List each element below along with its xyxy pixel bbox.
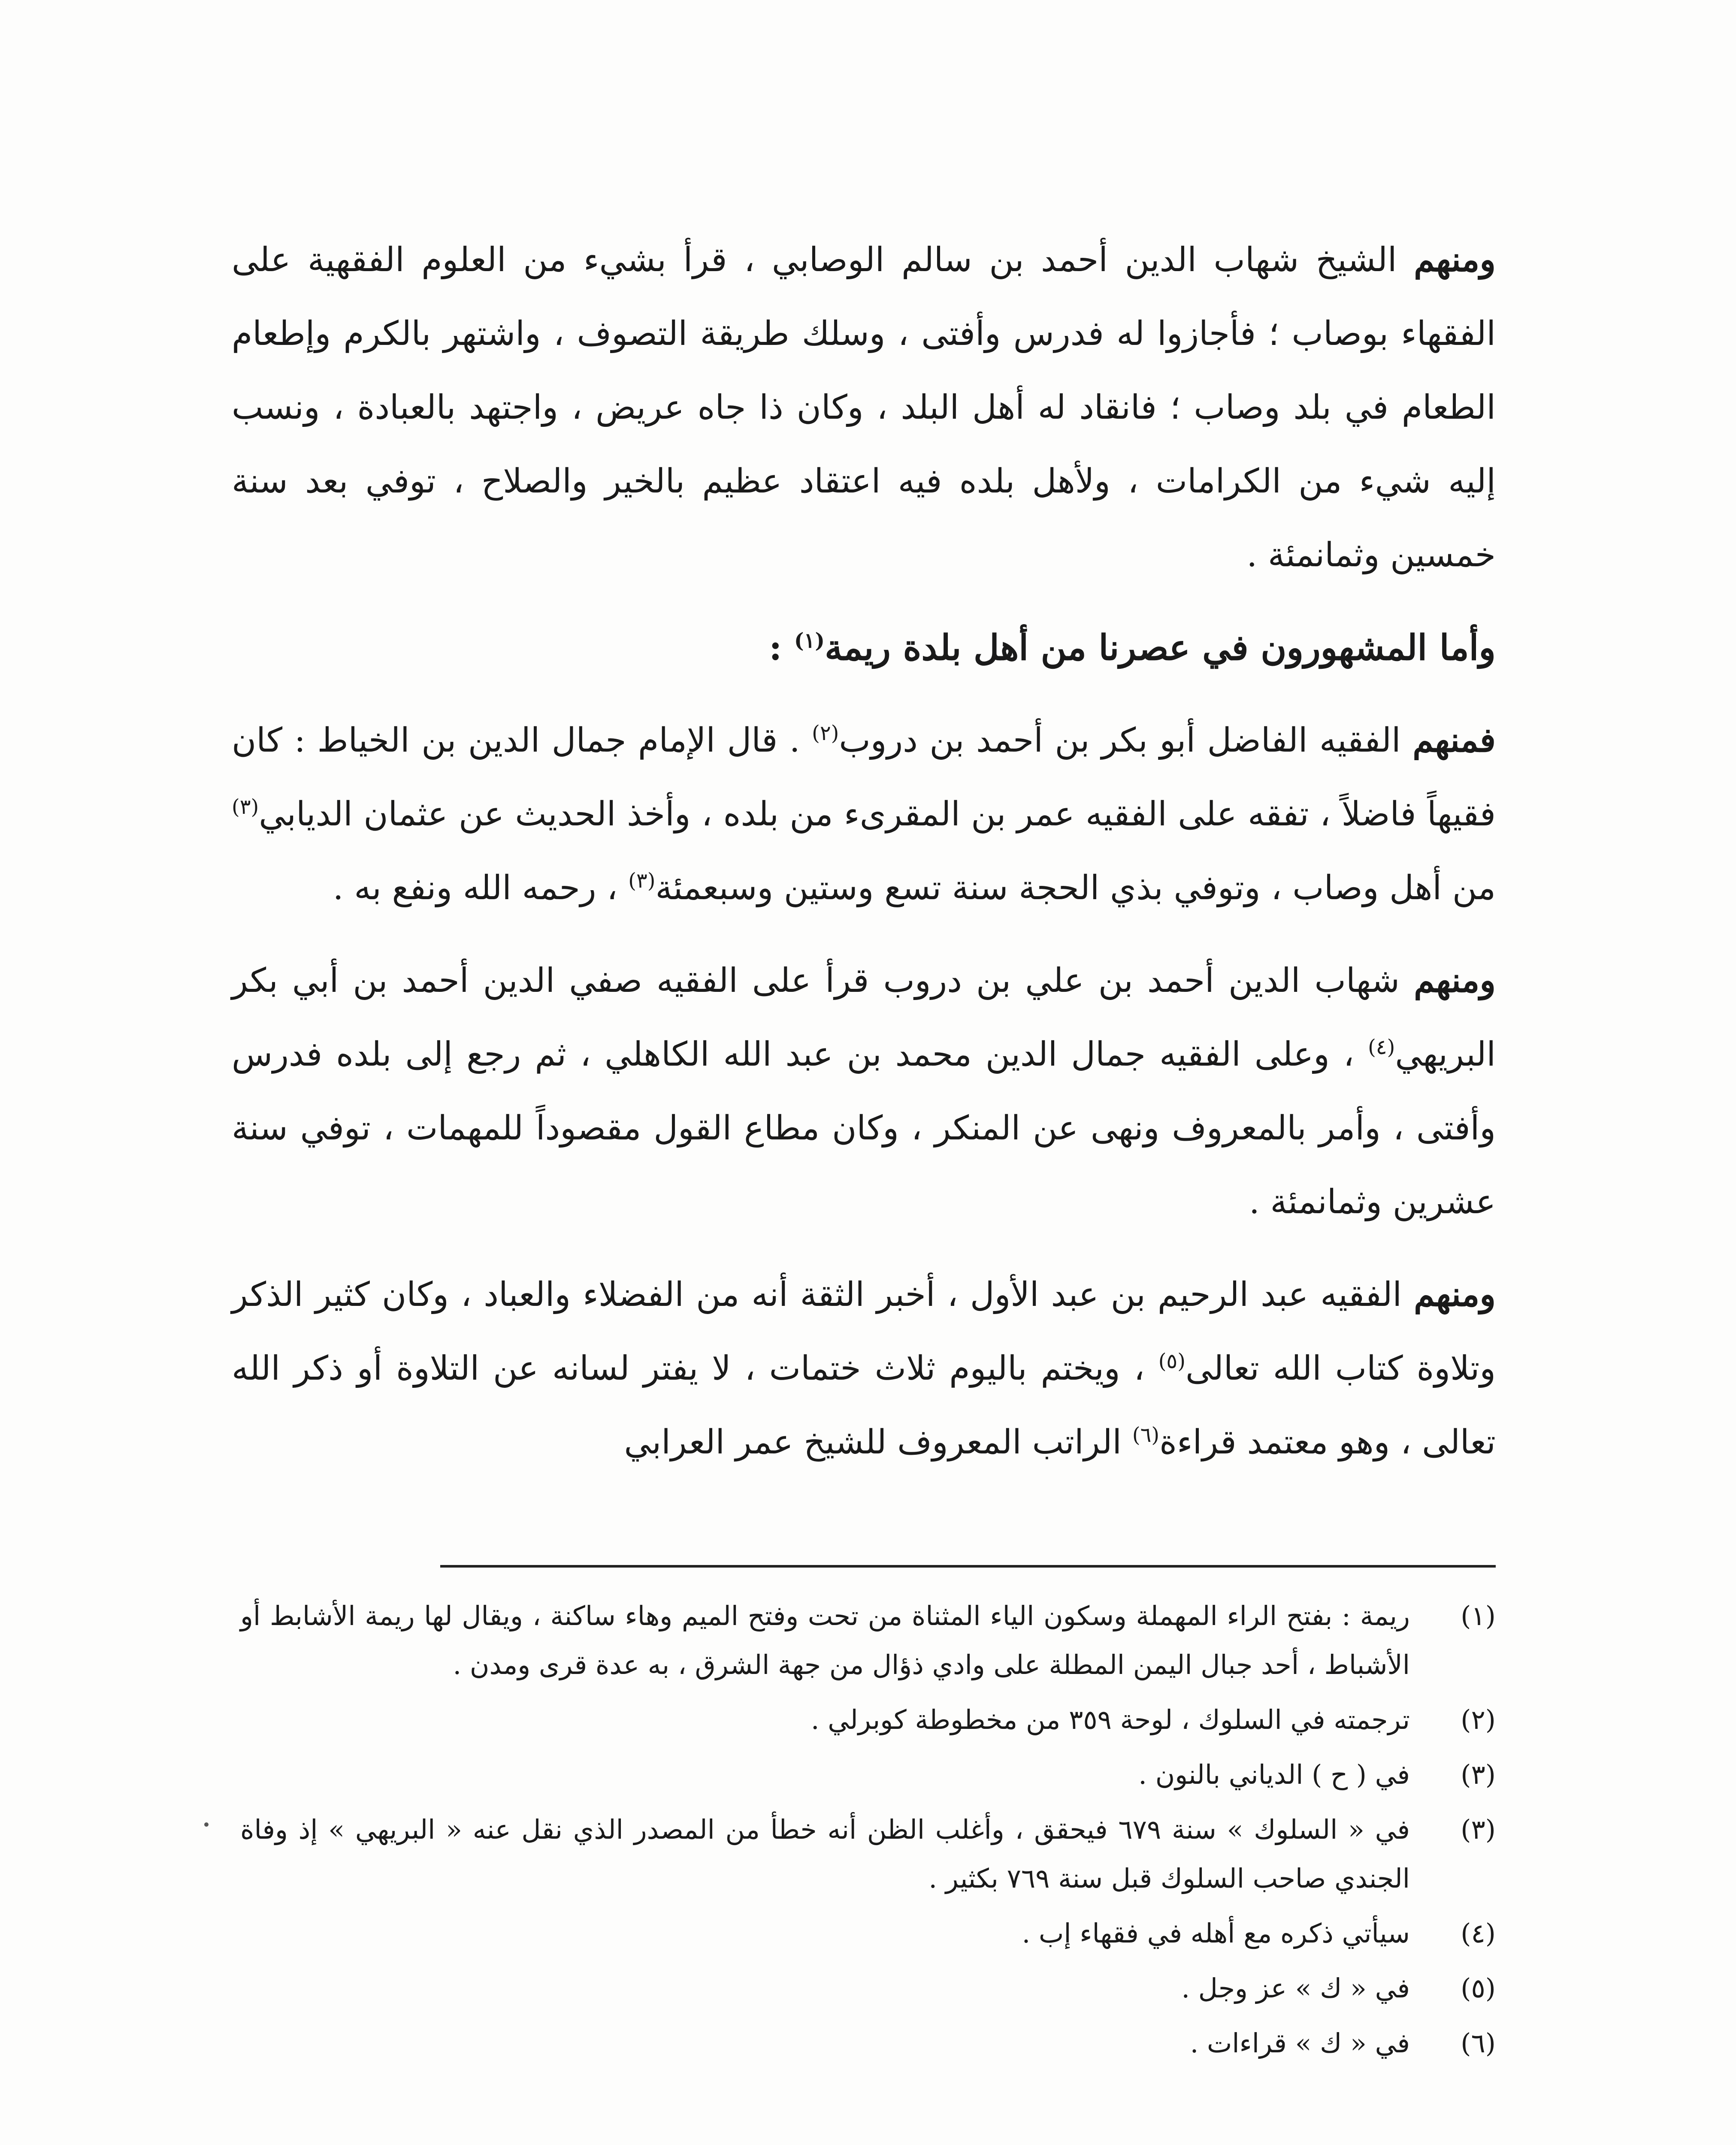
footnote-number: (١) [1461, 1600, 1496, 1631]
footnote-marker: (٣) [628, 869, 656, 893]
heading-tail: : [769, 627, 794, 668]
paragraph-text: الفقيه عبد الرحيم بن عبد الأول ، أخبر الثقة أنه من الفضلاء والعباد ، وكان كثير الذكر وتلاوة كتاب الله تعالى [232, 1275, 1496, 1388]
footnote-number: (٤) [1461, 1918, 1496, 1949]
paragraph-text: الفقيه الفاضل أبو بكر بن أحمد بن دروب [839, 721, 1413, 760]
footnote-text: في « السلوك » سنة ٦٧٩ فيحقق ، وأغلب الظن أنه خطأ من المصدر الذي نقل عنه « البريهي » إذ وفاة الجندي صاحب السلوك قبل سنة ٧٦٩ بكثير . [240, 1814, 1410, 1894]
footnote-text: سيأتي ذكره مع أهله في فقهاء إب . [1022, 1918, 1410, 1949]
footnote-number: (٣) [1461, 1759, 1496, 1790]
footnote-item [240, 1909, 1496, 1958]
footnotes [240, 1592, 1496, 2074]
footnote-number: (٣) [1461, 1814, 1496, 1845]
footnote-number: (٢) [1461, 1704, 1496, 1735]
paragraph-text: ، ويختم باليوم ثلاث ختمات ، لا يفتر لسانه عن التلاوة أو ذكر الله تعالى ، وهو معتمد قراءة [232, 1349, 1496, 1462]
footnote-marker: (٣) [232, 795, 259, 819]
footnote-item [240, 1695, 1496, 1744]
section-heading [232, 611, 1496, 685]
paragraph-abu-bakr-ibn-durub [232, 704, 1496, 925]
footnote-text: في « ك » قراءات . [1190, 2027, 1410, 2059]
footnote-text: ترجمته في السلوك ، لوحة ٣٥٩ من مخطوطة كوبرلي . [811, 1704, 1410, 1735]
heading-text: وأما المشهورون في عصرنا من أهل بلدة ريمة [825, 627, 1496, 668]
footnote-item [240, 1592, 1496, 1689]
footnote-marker: (٢) [812, 721, 839, 745]
footnote-text: في ( ح ) الدياني بالنون . [1138, 1759, 1410, 1790]
footnote-item [240, 1750, 1496, 1799]
footnote-text: في « ك » عز وجل . [1181, 1973, 1410, 2004]
paragraph-text: من أهل وصاب ، وتوفي بذي الحجة سنة تسع وستين وسبعمئة [655, 869, 1496, 907]
paragraph-text: الشيخ شهاب الدين أحمد بن سالم الوصابي ، قرأ بشيء من العلوم الفقهية على الفقهاء بوصاب ؛ فأجازوا له فدرس وأفتى ، وسلك طريقة التصوف ، واشتهر بالكرم وإطعام الطعام في بلد وصاب ؛ فانقاد له أهل البلد ، وكان ذا جاه عريض ، واجتهد بالعبادة ، ونسب إليه شيء من الكرامات ، ولأهل بلده فيه اعتقاد عظيم بالخير والصلاح ، توفي بعد سنة خمسين وثمانمئة . [232, 241, 1496, 574]
paragraph-ahmad-ibn-ali-ibn-durub [232, 944, 1496, 1239]
main-text [232, 223, 1496, 1498]
paragraph-text: الراتب المعروف للشيخ عمر العرابي [624, 1423, 1132, 1462]
footnote-marker: (٦) [1132, 1423, 1160, 1447]
paragraph-text: . قال الإمام جمال الدين بن الخياط : كان فقيهاً فاضلاً ، تفقه على الفقيه عمر بن المقرىء من بلده ، وأخذ الحديث عن عثمان الديابي [232, 721, 1496, 834]
paragraph-text: ، وعلى الفقيه جمال الدين محمد بن عبد الله الكاهلي ، ثم رجع إلى بلده فدرس وأفتى ، وأمر بالمعروف ونهى عن المنكر ، وكان مطاع القول مقصوداً للمهمات ، توفي سنة عشرين وثمانمئة . [232, 1035, 1496, 1221]
footnote-item [240, 1964, 1496, 2013]
paragraph-lead-word: ومنهم [1414, 961, 1496, 1000]
paragraph-lead-word: فمنهم [1412, 721, 1496, 760]
paragraph-text: شهاب الدين أحمد بن علي بن دروب قرأ على الفقيه صفي الدين أحمد بن أبي بكر البريهي [232, 961, 1496, 1074]
paragraph-abd-al-rahim [232, 1258, 1496, 1479]
footnote-item [240, 1805, 1496, 1903]
paragraph-text: ، رحمه الله ونفع به . [333, 869, 629, 907]
scan-speck [204, 1822, 209, 1827]
footnote-marker: (٤) [1368, 1035, 1395, 1059]
footnote-number: (٥) [1461, 1973, 1496, 2004]
paragraph-shihab-al-wusabi [232, 223, 1496, 592]
footnote-marker: (١) [794, 628, 825, 653]
footnote-text: ريمة : بفتح الراء المهملة وسكون الياء المثناة من تحت وفتح الميم وهاء ساكنة ، ويقال لها ريمة الأشابط أو الأشباط ، أحد جبال اليمن المطلة على وادي ذؤال من جهة الشرق ، به عدة قرى ومدن . [240, 1600, 1410, 1680]
footnote-marker: (٥) [1158, 1349, 1186, 1373]
footnote-item [240, 2019, 1496, 2068]
paragraph-lead-word: ومنهم [1414, 1275, 1496, 1314]
footnote-number: (٦) [1461, 2027, 1496, 2059]
paragraph-lead-word: ومنهم [1414, 240, 1496, 279]
footnote-separator [440, 1565, 1496, 1568]
